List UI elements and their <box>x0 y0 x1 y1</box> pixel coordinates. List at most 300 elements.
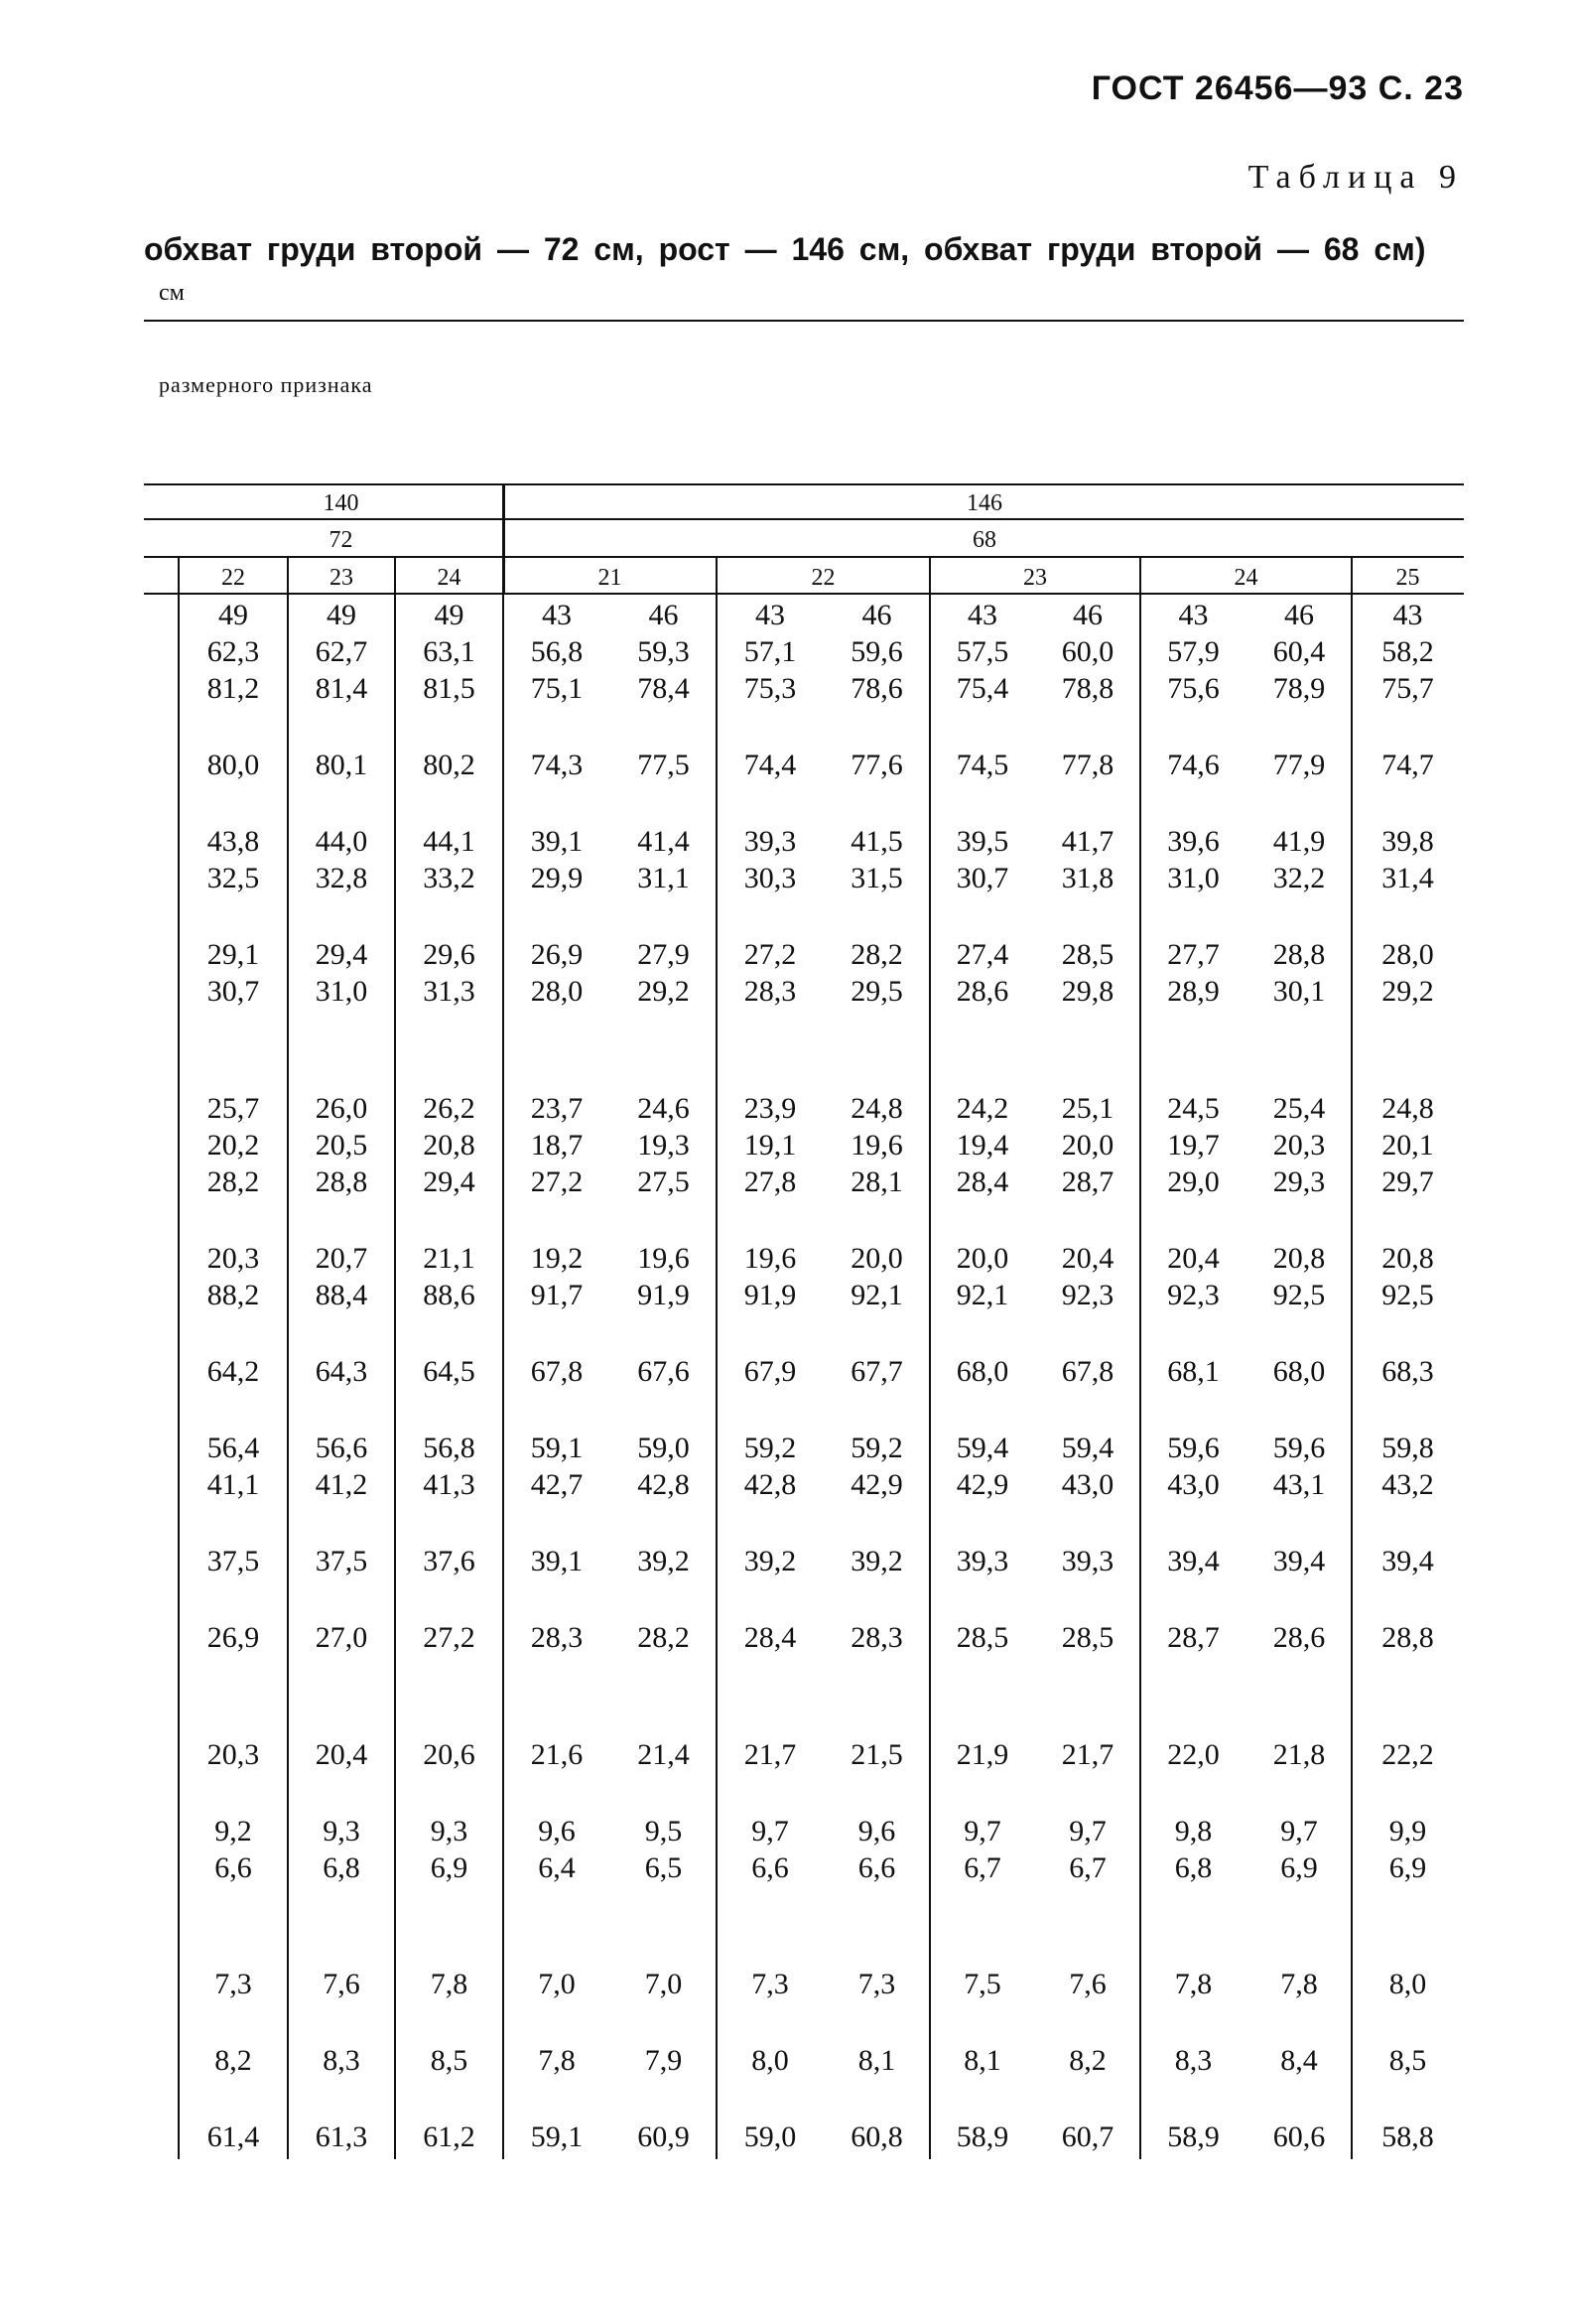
table-cell: 67,7 <box>851 1355 903 1388</box>
table-cell: 39,3 <box>956 1545 1009 1577</box>
table-cell: 26,0 <box>315 1092 368 1125</box>
table-cell: 58,2 <box>1381 635 1434 668</box>
table-cell: 39,4 <box>1272 1545 1326 1577</box>
table-cell: 28,0 <box>530 975 584 1008</box>
table-cell: 22,0 <box>1167 1738 1220 1771</box>
table-cell: 29,7 <box>1381 1165 1434 1198</box>
table-cell: 7,8 <box>538 2044 576 2077</box>
table-cell: 7,8 <box>1174 1968 1213 2000</box>
table-name: Таблица 9 <box>1247 159 1464 196</box>
table-cell: 75,3 <box>743 672 797 705</box>
size-label: 23 <box>329 565 353 591</box>
table-cell: 28,1 <box>851 1165 903 1198</box>
table-cell: 49 <box>434 599 464 631</box>
table-cell: 42,9 <box>851 1468 903 1501</box>
table-cell: 9,7 <box>751 1815 789 1847</box>
table-cell: 39,3 <box>743 825 797 858</box>
table-cell: 20,4 <box>1167 1242 1220 1275</box>
table-cell: 24,2 <box>956 1092 1009 1125</box>
table-cell: 21,1 <box>423 1242 475 1275</box>
table-cell: 27,7 <box>1167 938 1220 971</box>
table-cell: 28,3 <box>530 1621 584 1654</box>
table-cell: 28,0 <box>1381 938 1434 971</box>
table-cell: 28,4 <box>743 1621 797 1654</box>
table-cell: 27,0 <box>315 1621 368 1654</box>
table-cell: 19,6 <box>743 1242 797 1275</box>
table-cell: 64,3 <box>315 1355 368 1388</box>
table-cell: 37,6 <box>423 1545 475 1577</box>
table-cell: 7,3 <box>751 1968 789 2000</box>
table-cell: 74,3 <box>530 749 584 781</box>
table-cell: 78,4 <box>637 672 690 705</box>
size-row-rule <box>144 593 1464 595</box>
table-cell: 21,9 <box>956 1738 1009 1771</box>
table-cell: 60,8 <box>851 2120 903 2153</box>
table-cell: 27,2 <box>423 1621 475 1654</box>
table-cell: 27,4 <box>956 938 1009 971</box>
table-cell: 42,9 <box>956 1468 1009 1501</box>
table-cell: 26,9 <box>530 938 584 971</box>
table-cell: 6,6 <box>751 1851 789 1884</box>
size-label: 22 <box>811 565 836 591</box>
table-cell: 39,1 <box>530 825 584 858</box>
table-cell: 46 <box>861 599 892 631</box>
table-cell: 28,2 <box>851 938 903 971</box>
table-cell: 8,2 <box>214 2044 252 2077</box>
table-cell: 41,3 <box>423 1468 475 1501</box>
table-cell: 49 <box>218 599 248 631</box>
table-cell: 8,2 <box>1069 2044 1107 2077</box>
table-cell: 43,1 <box>1272 1468 1326 1501</box>
table-cell: 20,3 <box>206 1242 260 1275</box>
table-cell: 29,0 <box>1167 1165 1220 1198</box>
table-cell: 27,5 <box>637 1165 690 1198</box>
table-cell: 80,2 <box>423 749 475 781</box>
table-cell: 67,6 <box>637 1355 690 1388</box>
table-cell: 77,5 <box>637 749 690 781</box>
table-cell: 6,6 <box>857 1851 896 1884</box>
table-cell: 19,4 <box>956 1129 1009 1162</box>
table-cell: 7,3 <box>214 1968 252 2000</box>
table-cell: 39,1 <box>530 1545 584 1577</box>
table-cell: 26,9 <box>206 1621 260 1654</box>
table-cell: 74,6 <box>1167 749 1220 781</box>
table-cell: 59,0 <box>743 2120 797 2153</box>
table-cell: 9,5 <box>644 1815 683 1847</box>
table-cell: 20,2 <box>206 1129 260 1162</box>
table-cell: 41,1 <box>206 1468 260 1501</box>
table-cell: 8,4 <box>1280 2044 1318 2077</box>
table-cell: 37,5 <box>315 1545 368 1577</box>
table-cell: 6,7 <box>1069 1851 1107 1884</box>
page-header-reference: ГОСТ 26456—93 С. 23 <box>1091 69 1464 107</box>
table-cell: 43 <box>1392 599 1423 631</box>
table-cell: 77,9 <box>1272 749 1326 781</box>
table-cell: 6,8 <box>323 1851 360 1884</box>
table-cell: 26,2 <box>423 1092 475 1125</box>
table-cell: 25,4 <box>1272 1092 1326 1125</box>
table-cell: 9,6 <box>857 1815 896 1847</box>
table-cell: 9,2 <box>214 1815 252 1847</box>
table-cell: 92,1 <box>851 1279 903 1311</box>
table-cell: 62,7 <box>315 635 368 668</box>
table-cell: 29,1 <box>206 938 260 971</box>
table-cell: 20,0 <box>1061 1129 1114 1162</box>
height-row-rule <box>144 518 1464 520</box>
table-cell: 58,9 <box>956 2120 1009 2153</box>
table-cell: 20,7 <box>315 1242 368 1275</box>
table-cell: 92,3 <box>1167 1279 1220 1311</box>
table-cell: 92,5 <box>1272 1279 1326 1311</box>
table-cell: 31,4 <box>1381 862 1434 894</box>
table-cell: 8,0 <box>1388 1968 1427 2000</box>
table-cell: 28,6 <box>1272 1621 1326 1654</box>
size-label: 24 <box>1234 565 1258 591</box>
table-cell: 74,7 <box>1381 749 1434 781</box>
table-cell: 20,3 <box>206 1738 260 1771</box>
table-cell: 74,5 <box>956 749 1009 781</box>
table-cell: 41,9 <box>1272 825 1326 858</box>
table-cell: 88,4 <box>315 1279 368 1311</box>
table-cell: 19,3 <box>637 1129 690 1162</box>
table-cell: 75,7 <box>1381 672 1434 705</box>
table-cell: 6,9 <box>1280 1851 1318 1884</box>
table-cell: 20,5 <box>315 1129 368 1162</box>
table-cell: 64,5 <box>423 1355 475 1388</box>
table-cell: 41,4 <box>637 825 690 858</box>
table-cell: 59,6 <box>851 635 903 668</box>
table-cell: 56,8 <box>423 1432 475 1464</box>
table-cell: 7,8 <box>430 1968 468 2000</box>
table-cell: 80,1 <box>315 749 368 781</box>
table-cell: 19,6 <box>637 1242 690 1275</box>
table-cell: 92,5 <box>1381 1279 1434 1311</box>
table-cell: 80,0 <box>206 749 260 781</box>
table-cell: 78,6 <box>851 672 903 705</box>
table-cell: 31,5 <box>851 862 903 894</box>
table-cell: 31,0 <box>1167 862 1220 894</box>
table-cell: 20,4 <box>1061 1242 1114 1275</box>
table-cell: 43 <box>968 599 997 631</box>
table-cell: 39,4 <box>1381 1545 1434 1577</box>
table-cell: 39,2 <box>743 1545 797 1577</box>
table-cell: 59,6 <box>1167 1432 1220 1464</box>
table-cell: 29,4 <box>423 1165 475 1198</box>
table-cell: 28,8 <box>1272 938 1326 971</box>
table-cell: 28,7 <box>1061 1165 1114 1198</box>
table-cell: 75,1 <box>530 672 584 705</box>
table-cell: 56,4 <box>206 1432 260 1464</box>
table-cell: 77,6 <box>851 749 903 781</box>
table-cell: 21,8 <box>1272 1738 1326 1771</box>
table-cell: 20,6 <box>423 1738 475 1771</box>
table-cell: 60,4 <box>1272 635 1326 668</box>
table-cell: 27,2 <box>530 1165 584 1198</box>
table-cell: 7,0 <box>644 1968 683 2000</box>
table-cell: 39,4 <box>1167 1545 1220 1577</box>
table-cell: 28,5 <box>1061 938 1114 971</box>
table-cell: 41,2 <box>315 1468 368 1501</box>
table-cell: 20,4 <box>315 1738 368 1771</box>
table-cell: 59,2 <box>743 1432 797 1464</box>
table-cell: 58,8 <box>1381 2120 1434 2153</box>
table-cell: 28,8 <box>1381 1621 1434 1654</box>
table-cell: 64,2 <box>206 1355 260 1388</box>
table-cell: 81,5 <box>423 672 475 705</box>
chest-row-rule <box>144 556 1464 558</box>
unit-label: см <box>159 280 185 306</box>
table-cell: 41,5 <box>851 825 903 858</box>
table-cell: 7,9 <box>644 2044 683 2077</box>
chest-label-group2: 68 <box>973 527 996 553</box>
table-cell: 92,3 <box>1061 1279 1114 1311</box>
table-cell: 67,8 <box>530 1355 584 1388</box>
table-cell: 9,9 <box>1388 1815 1427 1847</box>
table-cell: 39,8 <box>1381 825 1434 858</box>
table-cell: 39,5 <box>956 825 1009 858</box>
table-cell: 20,8 <box>1381 1242 1434 1275</box>
table-cell: 28,3 <box>743 975 797 1008</box>
table-cell: 91,7 <box>530 1279 584 1311</box>
table-cell: 59,6 <box>1272 1432 1326 1464</box>
size-label: 25 <box>1395 565 1420 591</box>
table-cell: 20,8 <box>423 1129 475 1162</box>
table-cell: 28,5 <box>1061 1621 1114 1654</box>
table-cell: 88,6 <box>423 1279 475 1311</box>
table-cell: 57,5 <box>956 635 1009 668</box>
table-cell: 31,3 <box>423 975 475 1008</box>
table-cell: 24,8 <box>1381 1092 1434 1125</box>
table-cell: 9,8 <box>1174 1815 1213 1847</box>
table-cell: 8,5 <box>430 2044 468 2077</box>
table-cell: 43,0 <box>1061 1468 1114 1501</box>
table-cell: 24,6 <box>637 1092 690 1125</box>
table-cell: 23,7 <box>530 1092 584 1125</box>
table-cell: 6,4 <box>538 1851 576 1884</box>
table-cell: 29,5 <box>851 975 903 1008</box>
table-cell: 57,9 <box>1167 635 1220 668</box>
table-cell: 68,1 <box>1167 1355 1220 1388</box>
table-cell: 24,8 <box>851 1092 903 1125</box>
table-cell: 31,8 <box>1061 862 1114 894</box>
table-cell: 33,2 <box>423 862 475 894</box>
table-cell: 8,3 <box>1174 2044 1213 2077</box>
table-cell: 59,3 <box>637 635 690 668</box>
table-cell: 30,7 <box>956 862 1009 894</box>
table-cell: 8,1 <box>857 2044 896 2077</box>
table-cell: 19,6 <box>851 1129 903 1162</box>
table-cell: 74,4 <box>743 749 797 781</box>
table-cell: 67,8 <box>1061 1355 1114 1388</box>
table-cell: 67,9 <box>743 1355 797 1388</box>
table-cell: 25,1 <box>1061 1092 1114 1125</box>
table-subtitle: обхват груди второй — 72 см, рост — 146 см, обхват груди второй — 68 см) <box>144 231 1426 267</box>
table-cell: 20,0 <box>851 1242 903 1275</box>
table-cell: 42,7 <box>530 1468 584 1501</box>
table-cell: 88,2 <box>206 1279 260 1311</box>
table-cell: 68,3 <box>1381 1355 1434 1388</box>
table-cell: 59,4 <box>1061 1432 1114 1464</box>
table-cell: 92,1 <box>956 1279 1009 1311</box>
table-cell: 9,6 <box>538 1815 576 1847</box>
table-cell: 21,7 <box>1061 1738 1114 1771</box>
table-cell: 28,7 <box>1167 1621 1220 1654</box>
table-cell: 77,8 <box>1061 749 1114 781</box>
table-cell: 21,4 <box>637 1738 690 1771</box>
height-label-group1: 140 <box>323 490 359 516</box>
table-cell: 7,0 <box>538 1968 576 2000</box>
table-cell: 32,2 <box>1272 862 1326 894</box>
size-label: 22 <box>221 565 245 591</box>
table-cell: 22,2 <box>1381 1738 1434 1771</box>
table-cell: 81,2 <box>206 672 260 705</box>
table-cell: 28,6 <box>956 975 1009 1008</box>
table-cell: 78,9 <box>1272 672 1326 705</box>
table-cell: 75,4 <box>956 672 1009 705</box>
table-cell: 29,4 <box>315 938 368 971</box>
table-cell: 60,9 <box>637 2120 690 2153</box>
table-cell: 21,7 <box>743 1738 797 1771</box>
table-cell: 43 <box>1178 599 1209 631</box>
table-cell: 39,6 <box>1167 825 1220 858</box>
table-cell: 29,3 <box>1272 1165 1326 1198</box>
chest-label-group1: 72 <box>328 527 353 553</box>
table-top-rule <box>144 483 1464 485</box>
table-cell: 28,9 <box>1167 975 1220 1008</box>
table-cell: 19,1 <box>743 1129 797 1162</box>
table-cell: 46 <box>1284 599 1314 631</box>
table-cell: 29,2 <box>637 975 690 1008</box>
table-cell: 7,8 <box>1280 1968 1318 2000</box>
table-cell: 46 <box>648 599 679 631</box>
table-cell: 7,6 <box>1069 1968 1107 2000</box>
table-cell: 27,9 <box>637 938 690 971</box>
table-cell: 43 <box>755 599 785 631</box>
table-cell: 75,6 <box>1167 672 1220 705</box>
table-cell: 58,9 <box>1167 2120 1220 2153</box>
table-cell: 30,3 <box>743 862 797 894</box>
table-cell: 61,3 <box>315 2120 368 2153</box>
column-divider <box>502 483 504 2159</box>
table-cell: 6,9 <box>430 1851 468 1884</box>
table-cell: 28,2 <box>206 1165 260 1198</box>
table-cell: 32,5 <box>206 862 260 894</box>
table-cell: 29,8 <box>1061 975 1114 1008</box>
table-cell: 39,3 <box>1061 1545 1114 1577</box>
table-cell: 81,4 <box>315 672 368 705</box>
table-cell: 62,3 <box>206 635 260 668</box>
table-cell: 59,2 <box>851 1432 903 1464</box>
table-cell: 27,8 <box>743 1165 797 1198</box>
table-cell: 20,0 <box>956 1242 1009 1275</box>
table-cell: 24,5 <box>1167 1092 1220 1125</box>
table-cell: 49 <box>327 599 356 631</box>
table-cell: 6,9 <box>1388 1851 1427 1884</box>
table-cell: 44,0 <box>315 825 368 858</box>
table-cell: 9,7 <box>1280 1815 1318 1847</box>
table-cell: 8,1 <box>964 2044 1001 2077</box>
table-cell: 43,8 <box>206 825 260 858</box>
subtitle-rule <box>144 320 1464 322</box>
table-cell: 21,6 <box>530 1738 584 1771</box>
table-cell: 60,7 <box>1061 2120 1114 2153</box>
table-cell: 29,2 <box>1381 975 1434 1008</box>
table-cell: 31,0 <box>315 975 368 1008</box>
table-cell: 43,0 <box>1167 1468 1220 1501</box>
table-cell: 56,6 <box>315 1432 368 1464</box>
table-cell: 8,3 <box>323 2044 360 2077</box>
table-cell: 7,3 <box>857 1968 896 2000</box>
table-cell: 6,8 <box>1174 1851 1213 1884</box>
table-cell: 6,6 <box>214 1851 252 1884</box>
table-cell: 19,7 <box>1167 1129 1220 1162</box>
table-cell: 41,7 <box>1061 825 1114 858</box>
table-cell: 56,8 <box>530 635 584 668</box>
table-cell: 9,7 <box>1069 1815 1107 1847</box>
table-cell: 44,1 <box>423 825 475 858</box>
table-cell: 91,9 <box>637 1279 690 1311</box>
table-cell: 28,8 <box>315 1165 368 1198</box>
table-cell: 32,8 <box>315 862 368 894</box>
table-cell: 59,1 <box>530 2120 584 2153</box>
table-cell: 6,5 <box>644 1851 683 1884</box>
table-cell: 46 <box>1073 599 1103 631</box>
table-cell: 60,0 <box>1061 635 1114 668</box>
table-cell: 60,6 <box>1272 2120 1326 2153</box>
table-cell: 59,8 <box>1381 1432 1434 1464</box>
table-cell: 68,0 <box>1272 1355 1326 1388</box>
table-cell: 9,3 <box>323 1815 360 1847</box>
table-cell: 20,3 <box>1272 1129 1326 1162</box>
table-cell: 61,2 <box>423 2120 475 2153</box>
sign-column-label: размерного признака <box>159 372 373 397</box>
table-cell: 23,9 <box>743 1092 797 1125</box>
table-cell: 28,4 <box>956 1165 1009 1198</box>
table-cell: 9,7 <box>964 1815 1001 1847</box>
table-cell: 31,1 <box>637 862 690 894</box>
table-cell: 7,6 <box>323 1968 360 2000</box>
table-cell: 21,5 <box>851 1738 903 1771</box>
table-cell: 30,1 <box>1272 975 1326 1008</box>
table-cell: 61,4 <box>206 2120 260 2153</box>
table-cell: 39,2 <box>851 1545 903 1577</box>
size-label: 21 <box>597 565 622 591</box>
table-cell: 68,0 <box>956 1355 1009 1388</box>
size-label: 23 <box>1023 565 1047 591</box>
table-cell: 39,2 <box>637 1545 690 1577</box>
height-label-group2: 146 <box>967 490 1002 516</box>
table-cell: 78,8 <box>1061 672 1114 705</box>
table-cell: 59,1 <box>530 1432 584 1464</box>
table-cell: 28,2 <box>637 1621 690 1654</box>
table-cell: 42,8 <box>637 1468 690 1501</box>
table-cell: 59,0 <box>637 1432 690 1464</box>
table-cell: 43,2 <box>1381 1468 1434 1501</box>
table-cell: 29,9 <box>530 862 584 894</box>
table-cell: 30,7 <box>206 975 260 1008</box>
table-cell: 25,7 <box>206 1092 260 1125</box>
table-cell: 28,3 <box>851 1621 903 1654</box>
table-cell: 19,2 <box>530 1242 584 1275</box>
table-cell: 91,9 <box>743 1279 797 1311</box>
size-label: 24 <box>437 565 461 591</box>
table-cell: 43 <box>542 599 572 631</box>
table-cell: 57,1 <box>743 635 797 668</box>
table-cell: 20,8 <box>1272 1242 1326 1275</box>
table-cell: 18,7 <box>530 1129 584 1162</box>
table-cell: 28,5 <box>956 1621 1009 1654</box>
table-cell: 59,4 <box>956 1432 1009 1464</box>
